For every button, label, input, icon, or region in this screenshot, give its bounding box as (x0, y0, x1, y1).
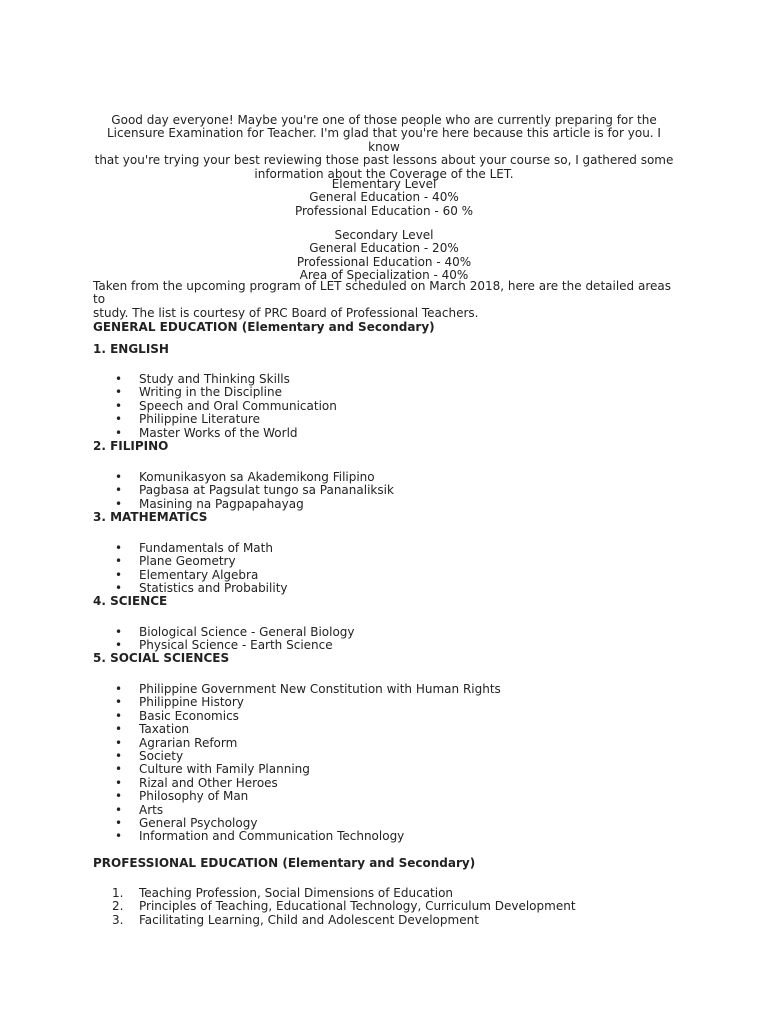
list-item: • Society (115, 748, 184, 763)
list-item: • Master Works of the World (115, 425, 298, 440)
list-item: • Plane Geometry (115, 554, 236, 569)
bullet-icon: • (115, 581, 123, 596)
list-item: • Arts (115, 802, 164, 817)
bullet-icon: • (115, 483, 123, 498)
bullet-icon: • (115, 775, 123, 790)
intro-line: Good day everyone! Maybe you're one of those people who are currently preparing for the (111, 113, 657, 127)
list-item: 3. Facilitating Learning, Child and Adolescent Development (112, 912, 479, 927)
list-item: 2. Principles of Teaching, Educational Technology, Curriculum Development (112, 899, 576, 914)
list-item: • Physical Science - Earth Science (115, 638, 333, 653)
bullet-icon: • (115, 412, 123, 427)
secondary-level-line: General Education - 20% (309, 241, 459, 256)
bullet-icon: • (115, 802, 123, 817)
bullet-icon: • (115, 385, 123, 400)
bullet-icon: • (115, 470, 123, 484)
bullet-icon: • (115, 829, 123, 844)
section-heading-social-sciences: 5. SOCIAL SCIENCES (93, 651, 230, 665)
bullet-icon: • (115, 682, 123, 696)
list-item: • Writing in the Discipline (115, 385, 282, 400)
list-number: 3. (112, 912, 124, 927)
bullet-icon: • (115, 695, 123, 710)
list-item: • Pagbasa at Pagsulat tungo sa Pananaliksik (115, 483, 394, 498)
science-topics-list (112, 626, 355, 653)
list-item: • Statistics and Probability (115, 581, 288, 596)
bullet-icon: • (115, 748, 123, 763)
list-item: • Philosophy of Man (115, 789, 249, 804)
taken-line: study. The list is courtesy of PRC Board of Professional Teachers. (93, 305, 479, 320)
bullet-icon: • (115, 554, 123, 569)
professional-education-list (112, 887, 576, 927)
intro-line: that you're trying your best reviewing those past lessons about your course so, I gathered some (94, 153, 674, 168)
bullet-icon: • (115, 541, 123, 555)
bullet-icon: • (115, 708, 123, 723)
intro-line: Licensure Examination for Teacher. I'm glad that you're here because this article is for you. I know (107, 126, 661, 154)
list-item: • Rizal and Other Heroes (115, 775, 278, 790)
bullet-icon: • (115, 815, 123, 830)
bullet-icon: • (115, 567, 123, 582)
list-item: • Fundamentals of Math (115, 541, 273, 555)
bullet-icon: • (115, 496, 123, 511)
elementary-level-block (92, 178, 676, 218)
list-item: • Komunikasyon sa Akademikong Filipino (115, 470, 375, 484)
bullet-icon: • (115, 789, 123, 804)
professional-education-heading: PROFESSIONAL EDUCATION (Elementary and Secondary) (93, 856, 476, 870)
general-education-heading: GENERAL EDUCATION (Elementary and Secondary) (93, 320, 435, 334)
filipino-topics-list (112, 471, 394, 511)
section-heading-english: 1. ENGLISH (93, 342, 169, 356)
list-item: • Philippine History (115, 695, 244, 710)
bullet-icon: • (115, 625, 123, 639)
taken-line: Taken from the upcoming program of LET scheduled on March 2018, here are the detailed areas to (93, 279, 671, 307)
bullet-icon: • (115, 735, 123, 750)
list-item: • Elementary Algebra (115, 567, 259, 582)
secondary-level-block (92, 229, 676, 283)
secondary-level-line: Professional Education - 40% (296, 254, 472, 269)
list-item: • Taxation (115, 722, 190, 737)
list-item: • Masining na Pagpapahayag (115, 496, 304, 511)
bullet-icon: • (115, 762, 123, 777)
list-item: • Philippine Government New Constitution with Human Rights (115, 682, 501, 696)
bullet-icon: • (115, 372, 123, 386)
section-heading-filipino: 2. FILIPINO (93, 439, 169, 453)
bullet-icon: • (115, 398, 123, 413)
intro-paragraph (92, 114, 676, 181)
elementary-level-title: Elementary Level (331, 177, 437, 191)
social-sciences-topics-list (112, 683, 501, 844)
secondary-level-line: Area of Specialization - 40% (299, 268, 469, 283)
bullet-icon: • (115, 722, 123, 737)
english-topics-list (112, 373, 337, 440)
list-item: • General Psychology (115, 815, 258, 830)
list-number: 2. (112, 899, 124, 914)
list-item: • Agrarian Reform (115, 735, 238, 750)
section-heading-mathematics: 3. MATHEMATICS (93, 510, 208, 524)
list-item: 1. Teaching Profession, Social Dimensions of Education (112, 886, 454, 900)
mathematics-topics-list (112, 542, 288, 596)
list-item: • Culture with Family Planning (115, 762, 310, 777)
list-item: • Speech and Oral Communication (115, 398, 337, 413)
list-item: • Philippine Literature (115, 412, 260, 427)
section-heading-science: 4. SCIENCE (93, 594, 168, 608)
elementary-level-line: General Education - 40% (309, 190, 459, 205)
taken-from-paragraph (93, 280, 683, 320)
list-item: • Biological Science - General Biology (115, 625, 355, 639)
secondary-level-title: Secondary Level (334, 228, 434, 242)
bullet-icon: • (115, 425, 123, 440)
bullet-icon: • (115, 638, 123, 653)
list-item: • Basic Economics (115, 708, 239, 723)
elementary-level-line: Professional Education - 60 % (294, 203, 474, 218)
intro-line: information about the Coverage of the LET. (254, 166, 514, 181)
list-item: • Information and Communication Technology (115, 829, 405, 844)
list-number: 1. (112, 886, 124, 900)
list-item: • Study and Thinking Skills (115, 372, 290, 386)
